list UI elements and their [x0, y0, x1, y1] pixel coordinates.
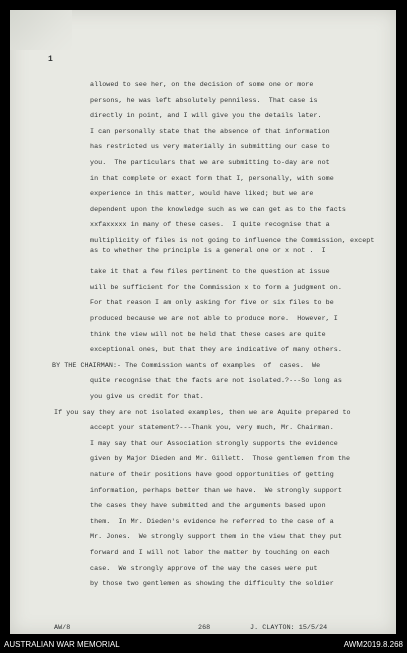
- transcript-line: Mr. Jones. We strongly support them in the view that they put: [90, 533, 342, 542]
- transcript-line: quite recognise that the facts are not isolated.?---So long as: [90, 377, 342, 386]
- transcript-line: information, perhaps better than we have. We strongly support: [90, 486, 342, 495]
- transcript-line: nature of their positions have good opportunities of getting: [90, 471, 334, 479]
- transcript-line: has restricted us very materially in submitting our case to: [90, 143, 330, 152]
- footer-page-number: 268: [198, 624, 211, 632]
- transcript-line: I may say that our Association strongly supports the evidence: [90, 439, 338, 448]
- transcript-line: in that complete or exact form that I, personally, with some: [90, 174, 334, 183]
- transcript-line: the cases they have submitted and the arguments based upon: [90, 502, 326, 511]
- typed-transcript: [10, 10, 396, 634]
- transcript-line: by those two gentlemen as showing the difficulty the soldier: [90, 580, 334, 589]
- transcript-line: as to whether the principle is a general one or x not . I: [90, 246, 326, 255]
- transcript-line: I can personally state that the absence of that information: [90, 127, 330, 136]
- transcript-line: think the view will not be held that these cases are quite: [90, 330, 326, 339]
- transcript-line: exceptional ones, but that they are indicative of many others.: [90, 346, 342, 355]
- caption-institution: AUSTRALIAN WAR MEMORIAL: [4, 640, 120, 649]
- transcript-line: If you say they are not isolated examples, then we are Aquite prepared to: [54, 408, 351, 417]
- transcript-line: directly in point, and I will give you the details later.: [90, 112, 322, 121]
- page-number-mark: 1: [48, 55, 53, 64]
- transcript-line: them. In Mr. Dieden's evidence he referred to the case of a: [90, 517, 334, 526]
- transcript-line: dependent upon the knowledge such as we can get as to the facts: [90, 205, 346, 214]
- transcript-line: For that reason I am only asking for five or six files to be: [90, 299, 334, 308]
- transcript-line: case. We strongly approve of the way the cases were put: [90, 564, 318, 573]
- transcript-line: forward and I will not labor the matter by touching on each: [90, 549, 330, 557]
- transcript-line: you. The particulars that we are submitting to-day are not: [90, 159, 330, 167]
- transcript-line: xxfaxxxxx in many of these cases. I quite recognise that a: [90, 221, 330, 230]
- transcript-line: experience in this matter, would have liked; but we are: [90, 190, 314, 199]
- transcript-line: take it that a few files pertinent to the question at issue: [90, 268, 330, 277]
- footer-speaker-date: J. CLAYTON: 15/5/24: [250, 624, 328, 632]
- transcript-line: will be sufficient for the Commission x to form a judgment on.: [90, 283, 342, 292]
- archive-caption-bar: [0, 636, 407, 653]
- transcript-line: you give us credit for that.: [90, 393, 204, 401]
- transcript-line: given by Major Dieden and Mr. Gillett. Those gentlemen from the: [90, 455, 351, 464]
- document-page: [10, 10, 396, 634]
- transcript-line: accept your statement?---Thank you, very much, Mr. Chairman.: [90, 424, 334, 433]
- footer-left-code: AW/8: [54, 624, 71, 632]
- transcript-line: persons, he was left absolutely penniless. That case is: [90, 96, 318, 105]
- transcript-line: produced because we are not able to produce more. However, I: [90, 315, 338, 323]
- transcript-line: allowed to see her, on the decision of some one or more: [90, 81, 314, 89]
- transcript-line: BY THE CHAIRMAN:- The Commission wants of examples of cases. We: [52, 361, 321, 370]
- transcript-line: multiplicity of files is not going to influence the Commission, except: [90, 237, 375, 245]
- caption-accession-number: AWM2019.8.268: [343, 640, 403, 649]
